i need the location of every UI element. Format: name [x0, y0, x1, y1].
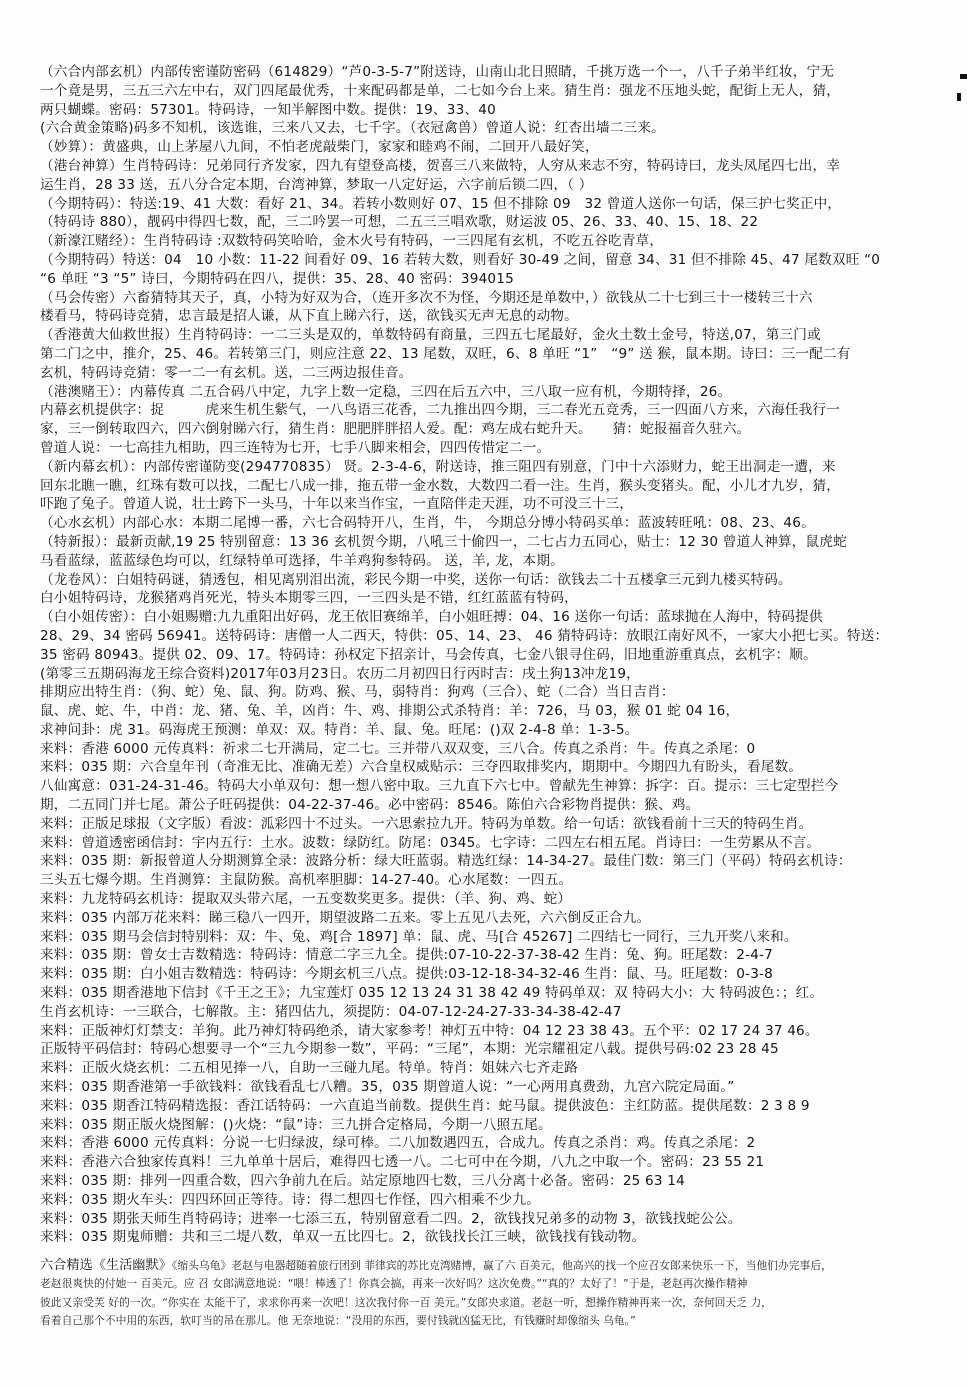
text-line: 来料：035 期鬼师赠：共和三二堤八数，单双一五比四七。2，欲钱找长江三峡，欲钱找有钱动物。	[40, 1229, 646, 1246]
text-line: 来料：正版足球报（文字版）看波：泒彩四十不过头。一六思索拉九开。特码为单数。给一句话：欲钱看前十三天的特码生肖。	[40, 815, 813, 832]
text-line: 35 密码 80943。提供 02、09、17。特码诗：孙权定下招亲计，马会传真，七金八银寻住码，旧地重游重真点，玄机字：顺。	[40, 646, 817, 663]
text-line: 来料：曾道透密函信封：宇内五行：土水。波数：绿防红。防尾：0345。七字诗：二四左右相五尾。肖诗曰：一生劳累从不言。	[40, 834, 821, 851]
text-line: （港澳赌王）：内幕传真 二五合码八中定，九字上数一定稳，三四在后五六中，三八取一应有机，今期特择，26。	[40, 383, 732, 400]
text-line: （马会传密）六畜猜特其天子，真，小特为好双为合，（连开多次不为怪，今期还是单数中，）欲钱从二十七到三十一楼转三十六	[40, 289, 813, 306]
text-line: 来料：035 期正版火烧图解：()火烧：“鼠”诗：三九拼合定格局，今期一八照五尾。	[40, 1116, 552, 1133]
text-line: 期，二五同门并七尾。萧公子旺码提供：04-22-37-46。必中密码：8546。陈伯六合彩物肖提供：猴、鸡。	[40, 797, 700, 814]
text-line: （港台神算）生肖特码诗：兄弟同行齐发家，四九有望登高楼，贺喜三八来做特，人穷从来志不穷，特码诗曰，龙头凤尾四七出，幸	[40, 157, 841, 174]
text-line: 排期应出特生肖：（狗、蛇）兔、鼠、狗。防鸡、猴、马，弱特肖：狗鸡（三合）、蛇（二合）当日吉肖：	[40, 684, 675, 701]
text-line: 来料：035 期：排列一四重合数，四六争前九在后。站定原地四七数，三八分离十必备。密码：25 63 14	[40, 1173, 685, 1190]
scan-artifact	[960, 74, 967, 79]
document-lines	[40, 63, 940, 1247]
humor-lines	[40, 1275, 952, 1331]
text-line: （龙卷风）：白姐特码谜，猜透包，相见离别泪出流，彩民今期一中奖，送你一句话：欲钱去二十五楼拿三元到九楼买特码。	[40, 571, 792, 588]
text-line: “6 单旺 “3 “5” 诗曰，今期特码在四八，提供：35、28、40 密码：394015	[40, 270, 514, 287]
text-line: 三头五七爆今期。生肖测算：主鼠防猴。高机率胆脚：14-27-40。心水尾数：一四五。	[40, 872, 573, 889]
humor-text-line: 彼此又亲受芙 好的一次。“你实在 太能干了，求求你再来一次吧！这次我付你一百 美元。”女郎央求道。老赵一听，想操作精神再来一次，奈何回天乏 力，	[40, 1295, 773, 1309]
text-line: 来料：035 期香港第一手欲钱料：欲钱看乱七八糟。35，035 期曾道人说：“一心两用真费劲，九宫六院定局面。”	[40, 1079, 735, 1096]
humor-section	[40, 1254, 952, 1331]
text-line: (第零三五期码海龙王综合资料)2017年03月23日。农历二月初四日行丙时吉：戌土狗13冲龙19，	[40, 665, 640, 682]
text-line: 来料：九龙特码玄机诗：提取双头带六尾，一五变数奖更多。提供：（羊、狗、鸡、蛇）	[40, 891, 572, 908]
text-line: 白小姐特码诗，龙猴猪鸡肖死光，特头本期零三四，一三四头是不错，红红蓝蓝有特码，	[40, 590, 578, 607]
text-line: 来料：035 期火车头：四四环回正等待。诗：得二想四七作怪，四六相乘不少九。	[40, 1191, 541, 1208]
text-line: 一个竟是男，三五三六左中右，双门四尾最优秀，十来配码都是单，二七如今台上来。猜生肖：强龙不压地头蛇，配街上无人，猜，	[40, 82, 841, 99]
text-line: （今期特码）特送：04 10 小数：11-22 间看好 09、16 若转大数，则看好 30-49 之间，留意 34、31 但不排除 45、47 尾数双旺 “0	[40, 251, 881, 268]
humor-section-title: 六合精选《生活幽默》	[40, 1258, 172, 1273]
text-line: 马看蓝绿，蓝蓝绿色均可以，红绿特单可选择，牛羊鸡狗参特码。 送，羊, 龙，本期。	[40, 552, 564, 569]
text-line: 正版特平码信封：特码心想要寻一个“三九今期参一数”，平码：“三尾”，本期：光宗耀祖定八载。提供号码:02 23 28 45	[40, 1041, 779, 1058]
text-line: （今期特码）：特送:19、41 大数：看好 21、34。若转小数则好 07、15 但不排除 09 32 曾道人送你一句话，保三护七奖正中，	[40, 195, 842, 212]
text-line: 来料：香港 6000 元传真料：祈求二七开满局，定二七。三并带八双双变，三八合。传真之杀肖：牛。传真之杀尾：0	[40, 740, 756, 757]
text-line: 第二门之中，推介，25、46。若转第三门，则应注意 22、13 尾数，双旺，6、8 单旺 “1” “9” 送 猴，鼠本期。诗曰：三一配二有	[40, 345, 851, 362]
text-line: (六合黄金策略)码多不知机，该选谁，三来八又去，七千字。（衣冠禽兽）曾道人说：红杏出墙二三来。	[40, 120, 665, 137]
text-line: 来料：035 内部万花来料：睇三稳八一四开，期望波路二五来。零上五见八去死，六六倒反正合九。	[40, 909, 651, 926]
text-line: （六合内部玄机）内部传密谨防密码（614829）“芦0-3-5-7”附送诗，山南山北日照睛，千挑万选一个一，八千子弟半红妆，宁无	[40, 64, 835, 80]
text-line: 来料：035 期香江特码精选报：香江话特码：一六直追当前数。提供生肖：蛇马鼠。提供波色：主红防蓝。提供尾数：2 3 8 9	[40, 1097, 810, 1114]
text-line: 运生肖，28 33 送，五八分合定本期，台湾神算，梦取一八定好运，六字前后锁二四，（ ）	[40, 176, 593, 193]
text-line: 内幕玄机提供字：捉 虎来生机生紫气，一八鸟语三花香，二九推出四今期，三二春光五竞秀，三一四面八方来，六海任我行一	[40, 402, 841, 419]
text-line: 玄机，特码诗竞猜：零一二一有玄机。送，二三两边报佳音。	[40, 364, 413, 381]
text-line: 来料：035 期：曾女士吉数精选：特码诗：情意二字三九全。提供:07-10-22-37-38-42 生肖：兔、狗。旺尾数：2-4-7	[40, 947, 773, 964]
humor-first-line	[40, 1254, 952, 1275]
text-line: 两只蝴蝶。密码：57301。特码诗，一知半解图中数。提供：19、33、40	[40, 101, 496, 118]
text-line: 来料：035 期张天师生肖特码诗；进率一七添三五，特别留意看二四。2，欲钱找兄弟多的动物 3，欲钱找蛇公公。	[40, 1210, 742, 1227]
text-line: 八仙寓意：031-24-31-46。特码大小单双句：想一想八密中取。三九直下六七中。曾献先生神算：拆字：百。提示：三七定型拦今	[40, 778, 839, 795]
text-line: 来料：香港六合独家传真料！三九单单十居后，难得四七透一八。二七可中在今期，八九之中取一个。密码：23 55 21	[40, 1154, 765, 1171]
text-line: （白小姐传密）：白小姐赐赠:九九重阳出好码，龙王依旧赛绵羊，白小姐旺搏：04、16 送你一句话：蓝球抛在人海中，特码提供	[40, 609, 823, 626]
text-line: 来料：035 期：新报曾道人分期测算全录：波路分析：绿大旺蓝弱。精选红绿：14-34-27。最佳门数：第三门（平码）特码玄机诗：	[40, 853, 852, 870]
text-line: （新濠江赌经）：生肖特码诗 :双数特码笑哈哈，金木火号有特码，一三四尾有玄机，不吃五谷吃青草，	[40, 233, 664, 250]
humor-text-line: 老赵很爽快的付她一 百美元。应 召 女郎满意地说：“喂！棒透了！你真会搞，再来一次好吗？这次免费。”“真的？太好了！”于是，老赵再次操作精神	[40, 1277, 748, 1290]
text-line: （特新报）：最新贡献,19 25 特别留意：13 36 玄机贺今期，八吼三十偷四一，二七占力五同心，贴士：12 30 曾道人神算，鼠虎蛇	[40, 533, 847, 550]
text-line: 来料：035 期：白小姐吉数精选：特码诗：今期玄机三八点。提供:03-12-18-34-32-46 生肖：鼠、马。旺尾数：0-3-8	[40, 966, 773, 983]
text-line: 鼠、虎、蛇、牛，中肖：龙、猪、兔、羊，凶肖：牛、鸡、排期公式杀特肖：羊：726，马 03，猴 01 蛇 04 16，	[40, 703, 740, 720]
scan-artifact	[957, 93, 961, 101]
text-line: （新内幕玄机）：内部传密谨防变(294770835） 贤。2-3-4-6，附送诗，推三阻四有别意，门中十六添财力，蛇王出洞走一遭，来	[40, 458, 836, 475]
text-line: 吓跑了兔子。曾道人说，壮士跨下一头马，十年以来当作宝，一直陪伴走天涯，功不可没三十三，	[40, 496, 634, 513]
text-line: 楼看马，特码诗竞猜，忠言最是招人谦，从下直上睇六行，送，欲钱买无声无息的动物。	[40, 308, 578, 325]
text-line: 生肖玄机诗：一三联合，七解散。主：猪四估九，须提防：04-07-12-24-27-33-34-38-42-47	[40, 1003, 622, 1020]
text-line: 来料：正版火烧玄机：二五相见捧一八，自助一三碰九尾。特单。特肖：姐妹六七齐走路	[40, 1060, 578, 1077]
text-line: （心水玄机）内部心水：本期二尾博一番，六七合码特开八，生肖，牛， 今期总分博小特码买单：蓝波转旺吼：08、23、46。	[40, 515, 815, 532]
text-line: 来料：035 期马会信封特别料：双：牛、兔、鸡[合 1897] 单：鼠、虎、马[合 45267] 二四结七一同行，三九开奖八来和。	[40, 928, 798, 945]
humor-first-text: 《缩头乌龟》老赵与电器超随着旅行团到 菲律宾的苏比克湾赌博，赢了六 百美元，他高兴的找一个应召女郎来快乐一下，当他们办完事后，	[171, 1259, 832, 1272]
text-line: 来料：035 期：六合皇年刊（奇准无比、准确无差）六合皇权威贴示：三夺四取排奖内，期期中。今期四九有盼头，看尾数。	[40, 759, 803, 776]
text-line: 曾道人说：一七高挂九相助，四三连特为七开，七手八脚来相会，四四传惜定二一。	[40, 439, 551, 456]
humor-text-line: 看着自己那个不中用的东西，软叮当的吊在那儿。他 无奈地说：“没用的东西，要付钱就凶猛无比，有钱赚时却像缩头 乌龟。”	[40, 1314, 636, 1328]
text-line: 求神问卦：虎 31。码海虎王预测：单双：双。特肖：羊、鼠、兔。旺尾：()双 2-4-8 单：1-3-5。	[40, 721, 639, 738]
text-line: （香港黄大仙救世报）生肖特码诗：一二三头是双的，单数特码有商量，三四五七尾最好，金火土数土金号，特送,07，第三门或	[40, 327, 821, 344]
text-line: 家，三一倒转取四六，四六倒射睇六行，猜生肖：肥肥胖胖招人爱。配：鸡左成右蛇升天。 猜：蛇报福音久驻六。	[40, 421, 751, 438]
text-line: 来料：035 期香港地下信封《千王之王》；九宝莲灯 035 12 13 24 31 38 42 49 特码单双：双 特码大小：大 特码波色：；红。	[40, 985, 824, 1002]
text-line: 来料：正版神灯灯禁支：羊狗。此乃神灯特码绝杀，请大家参考！神灯五中特：04 12 23 38 43。五个平：02 17 24 37 46。	[40, 1022, 819, 1039]
text-line: （特码诗 880），靓码中得四七数，配，三二吟罢一可想，二五三三唱欢歌，财运波 05、26、33、40、15、18、22	[40, 214, 759, 231]
text-line: 28、29、34 密码 56941。送特码诗：唐僧一人二西天，特供：05、14、23、 46 猜特码诗：放眼江南好风不，一家大小把七买。特送：	[40, 627, 889, 644]
text-line: （妙算）：黄盛典，山上茅屋八九间，不怕老虎敲柴门，家家和睦鸡不闹，二回开八最好笑，	[40, 139, 599, 156]
text-line: 回东北瞧一瞧，红珠有数可以找，二配七八成一排，拖五带一金水数，大数四二看一注。生肖，猴头变猪头。配，小儿才九岁，猜，	[40, 477, 841, 494]
text-line: 来料：香港 6000 元传真料：分说一七归绿波，绿可棒。二八加数遇四五，合成九。传真之杀肖：鸡。传真之杀尾：2	[40, 1135, 756, 1152]
